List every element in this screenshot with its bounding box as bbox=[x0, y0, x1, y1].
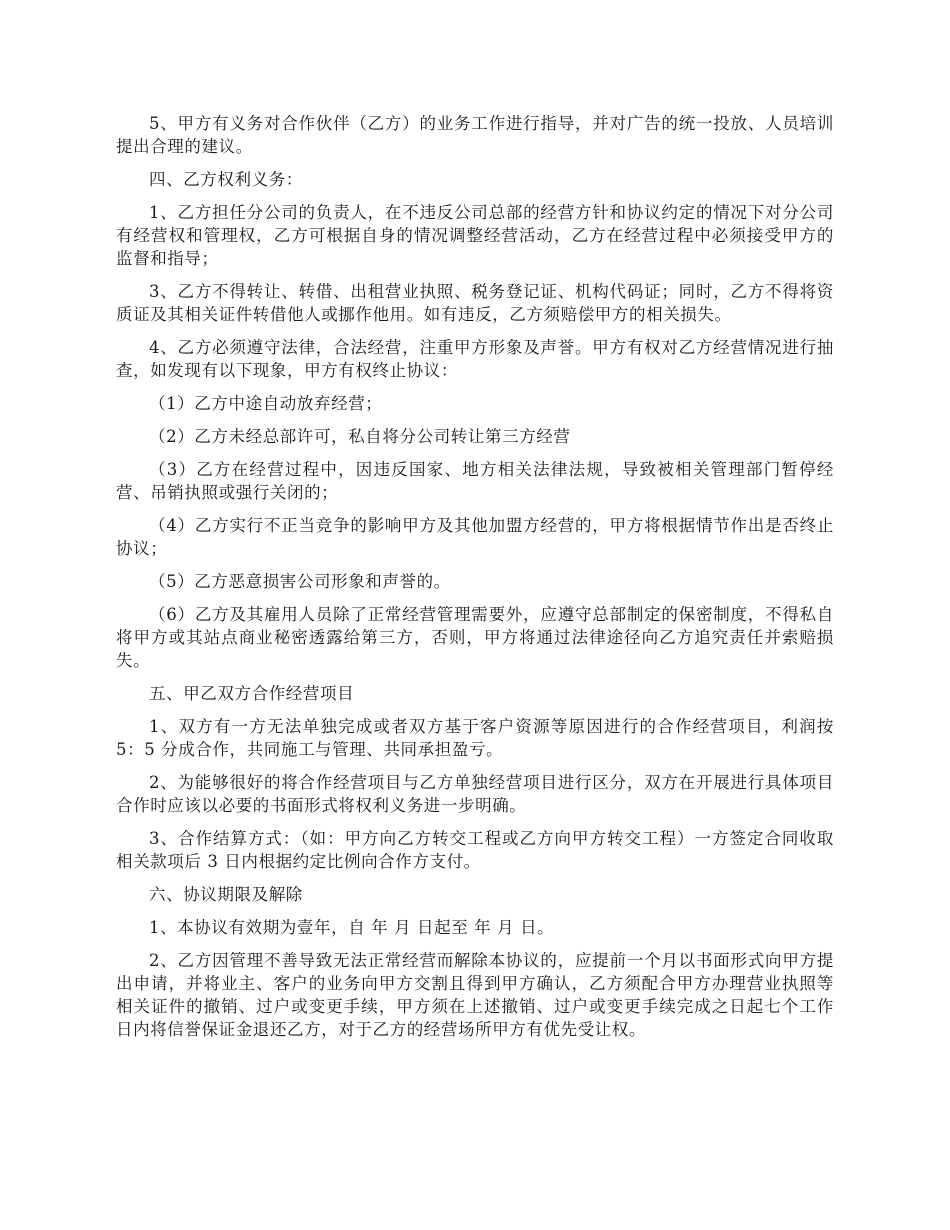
list-item: （4）乙方实行不正当竞争的影响甲方及其他加盟方经营的，甲方将根据情节作出是否终止协议； bbox=[116, 516, 834, 558]
list-item: （1）乙方中途自动放弃经营； bbox=[149, 394, 383, 413]
paragraph: 2、为能够很好的将合作经营项目与乙方单独经营项目进行区分，双方在开展进行具体项目合作时应该以必要的书面形式将权利义务进一步明确。 bbox=[116, 773, 834, 815]
section-heading: 四、乙方权利义务： bbox=[149, 170, 303, 189]
document-page bbox=[116, 112, 834, 1051]
paragraph: 3、合作结算方式：（如：甲方向乙方转交工程或乙方向甲方转交工程）一方签定合同收取相关款项后 3 日内根据约定比例向合作方支付。 bbox=[116, 829, 834, 871]
list-item: （2）乙方未经总部许可，私自将分公司转让第三方经营 bbox=[149, 427, 571, 446]
paragraph: 1、乙方担任分公司的负责人，在不违反公司总部的经营方针和协议约定的情况下对分公司有经营权和管理权，乙方可根据自身的情况调整经营活动，乙方在经营过程中必须接受甲方的监督和指导； bbox=[116, 203, 834, 268]
paragraph: 2、乙方因管理不善导致无法正常经营而解除本协议的，应提前一个月以书面形式向甲方提出申请，并将业主、客户的业务向甲方交割且得到甲方确认，乙方须配合甲方办理营业执照等相关证件的撤销、过户或变更手续，甲方须在上述撤销、过户或变更手续完成之日起七个工作日内将信誉保证金退还乙方，对于乙方的经营场所甲方有优先受让权。 bbox=[116, 951, 834, 1039]
paragraph: 5、甲方有义务对合作伙伴（乙方）的业务工作进行指导，并对广告的统一投放、人员培训提出合理的建议。 bbox=[116, 114, 834, 156]
paragraph: 3、乙方不得转让、转借、出租营业执照、税务登记证、机构代码证；同时，乙方不得将资质证及其相关证件转借他人或挪作他用。如有违反，乙方须赔偿甲方的相关损失。 bbox=[116, 282, 834, 324]
section-heading: 五、甲乙双方合作经营项目 bbox=[149, 684, 355, 703]
paragraph: 4、乙方必须遵守法律，合法经营，注重甲方形象及声誉。甲方有权对乙方经营情况进行抽查，如发现有以下现象，甲方有权终止协议： bbox=[116, 338, 834, 380]
paragraph: 1、本协议有效期为壹年，自 年 月 日起至 年 月 日。 bbox=[149, 918, 555, 937]
list-item: （6）乙方及其雇用人员除了正常经营管理需要外，应遵守总部制定的保密制度，不得私自将甲方或其站点商业秘密透露给第三方，否则，甲方将通过法律途径向乙方追究责任并索赔损失。 bbox=[116, 605, 834, 670]
list-item: （5）乙方恶意损害公司形象和声誉的。 bbox=[149, 572, 451, 591]
paragraph: 1、双方有一方无法单独完成或者双方基于客户资源等原因进行的合作经营项目，利润按 5：5 分成合作，共同施工与管理、共同承担盈亏。 bbox=[116, 717, 834, 759]
section-heading: 六、协议期限及解除 bbox=[149, 885, 303, 904]
list-item: （3）乙方在经营过程中，因违反国家、地方相关法律法规，导致被相关管理部门暂停经营、吊销执照或强行关闭的； bbox=[116, 460, 834, 502]
